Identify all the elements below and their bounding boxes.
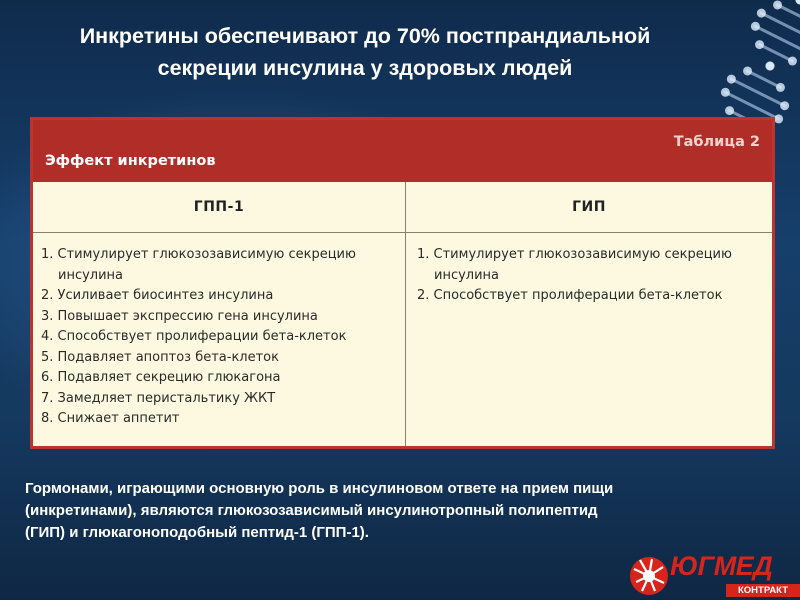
glp1-effect-item: 4. Способствует пролиферации бета-клеток — [41, 329, 347, 344]
caption-line: Гормонами, играющими основную роль в инсулиновом ответе на прием пищи — [25, 480, 614, 497]
caption-line: (инкретинами), являются глюкозозависимый инсулинотропный полипептид — [25, 502, 598, 519]
glp1-effect-item: 2. Усиливает биосинтез инсулина — [41, 288, 274, 303]
table-number-label: Таблица 2 — [673, 134, 760, 150]
header-divider — [33, 232, 772, 233]
incretin-effects-table — [30, 117, 775, 449]
caption-line: (ГИП) и глюкагоноподобный пептид-1 (ГПП-1). — [25, 524, 369, 541]
gip-effects-list — [417, 245, 767, 307]
table-title: Эффект инкретинов — [45, 153, 216, 169]
slide-title: Инкретины обеспечивают до 70% постпрандиальной секреции инсулина у здоровых людей — [79, 24, 651, 80]
table-header-bar — [33, 120, 772, 182]
sun-burst-icon — [628, 555, 670, 597]
glp1-effect-item: 1. Стимулирует глюкозозависимую секрецию инсулина — [41, 247, 356, 283]
glp1-effect-item: 7. Замедляет перистальтику ЖКТ — [41, 390, 276, 406]
glp1-effect-item: 3. Повышает экспрессию гена инсулина — [41, 308, 318, 324]
logo-wordmark: ЮГМЕД — [670, 551, 773, 581]
column-divider — [405, 182, 406, 446]
glp1-effects-list — [41, 245, 401, 430]
logo-subtitle: КОНТРАКТ — [726, 584, 800, 597]
gip-effect-item: 2. Способствует пролиферации бета-клеток — [417, 288, 723, 303]
gip-effect-item: 1. Стимулирует глюкозозависимую секрецию инсулина — [417, 247, 732, 283]
glp1-effect-item: 5. Подавляет апоптоз бета-клеток — [41, 349, 279, 365]
glp1-effect-item: 8. Снижает аппетит — [41, 411, 180, 426]
column-header-glp1: ГПП-1 — [193, 199, 245, 215]
column-header-gip: ГИП — [572, 199, 606, 215]
yugmed-logo — [628, 552, 800, 600]
slide-caption — [25, 478, 800, 544]
glp1-effect-item: 6. Подавляет секрецию глюкагона — [41, 370, 281, 385]
